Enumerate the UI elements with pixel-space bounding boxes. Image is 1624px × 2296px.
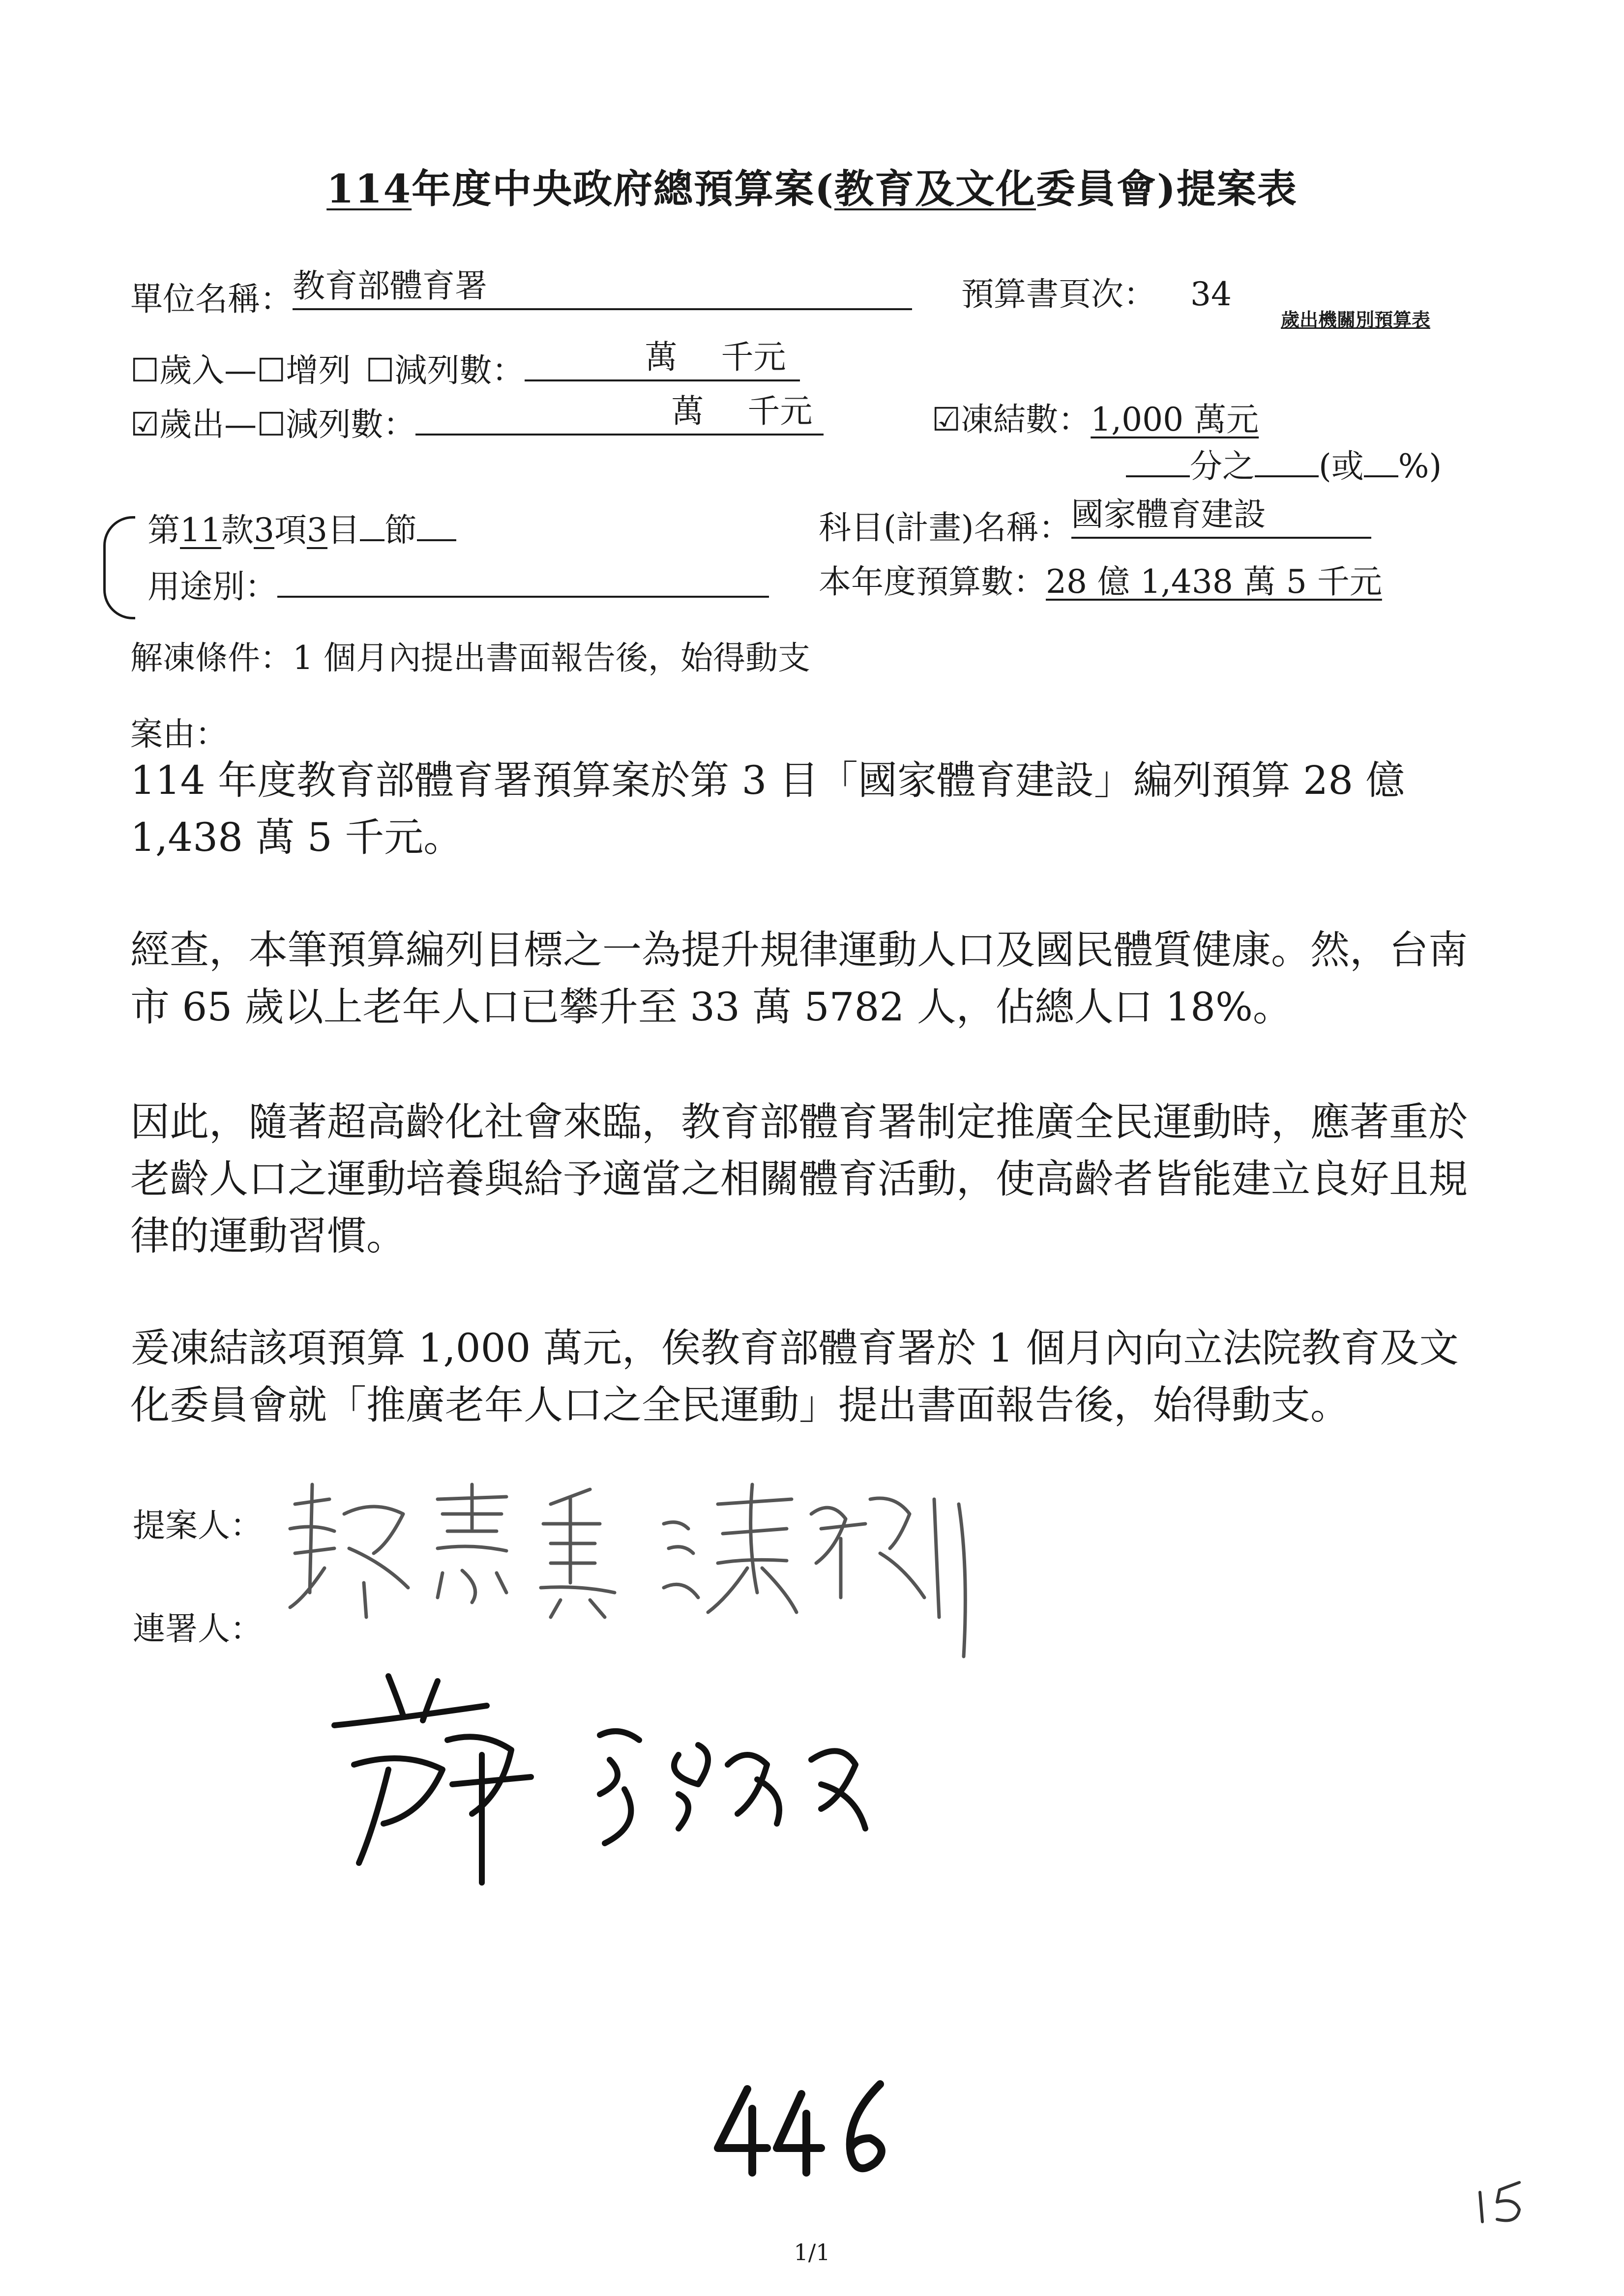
document-title bbox=[0, 157, 1624, 214]
expense-row bbox=[130, 392, 824, 445]
paragraph-1 bbox=[130, 752, 1497, 866]
freeze-checkbox[interactable]: ☑ bbox=[932, 401, 961, 438]
paragraph-2 bbox=[130, 922, 1497, 1036]
subject-value-line bbox=[1071, 495, 1371, 539]
paragraph-3 bbox=[130, 1094, 1497, 1265]
fraction-row bbox=[1126, 440, 1442, 487]
decrease-checkbox[interactable]: ☐ bbox=[365, 351, 395, 389]
xiang-label: 項 bbox=[274, 511, 307, 549]
unit-value-line bbox=[293, 267, 912, 310]
subject-label: 科目(計畫)名稱： bbox=[819, 509, 1071, 547]
expense-decrease-checkbox[interactable]: ☐ bbox=[257, 406, 286, 443]
cosigner-label: 連署人： bbox=[133, 1610, 263, 1648]
income-row bbox=[130, 338, 800, 391]
mu-number: 3 bbox=[306, 511, 327, 549]
fraction-blank-3 bbox=[1364, 441, 1398, 477]
paragraph-3-text: 因此，隨著超高齡化社會來臨，教育部體育署制定推廣全民運動時，應著重於老齡人口之運動培養與給予適當之相關體育活動，使高齡者皆能建立良好且規律的運動習慣。 bbox=[130, 1099, 1468, 1259]
title-year: 114 bbox=[326, 166, 412, 212]
paragraph-4 bbox=[130, 1320, 1497, 1434]
kuan-label: 款 bbox=[221, 511, 254, 549]
freeze-value: 1,000 萬元 bbox=[1091, 401, 1259, 438]
title-before: 年度中央政府總預算案( bbox=[412, 166, 834, 212]
mu-label: 目 bbox=[327, 511, 360, 549]
wan-unit: 萬 bbox=[671, 392, 704, 430]
release-condition: 解凍條件：1 個月內提出書面報告後，始得動支 bbox=[130, 639, 810, 677]
proposer-label: 提案人： bbox=[133, 1507, 263, 1544]
fraction-pct: %) bbox=[1398, 447, 1442, 485]
budget-page-value: 34 bbox=[1190, 275, 1232, 313]
bracket-brace bbox=[103, 516, 135, 619]
usage-value-line bbox=[277, 562, 769, 598]
cosigner-signatures bbox=[325, 1666, 939, 1892]
kuan-number: 11 bbox=[180, 511, 221, 549]
fraction-blank-1 bbox=[1126, 441, 1190, 477]
reason-label: 案由： bbox=[130, 715, 228, 753]
annual-budget-value: 28 億 1,438 萬 5 千元 bbox=[1046, 563, 1382, 601]
unit-value: 教育部體育署 bbox=[293, 267, 487, 305]
subject-value: 國家體育建設 bbox=[1071, 495, 1266, 533]
income-checkbox[interactable]: ☐ bbox=[130, 351, 160, 389]
freeze-label: 凍結數： bbox=[961, 401, 1091, 438]
expense-decrease-label: 減列數： bbox=[286, 406, 416, 443]
wan-unit: 萬 bbox=[645, 338, 678, 376]
jie-label: 節 bbox=[384, 511, 417, 549]
increase-checkbox[interactable]: ☐ bbox=[257, 351, 286, 389]
annual-budget-row bbox=[819, 555, 1382, 602]
title-after: 委員會)提案表 bbox=[1036, 166, 1298, 212]
unit-row bbox=[130, 267, 912, 320]
usage-label: 用途別： bbox=[148, 568, 277, 606]
item-di: 第 bbox=[148, 511, 180, 549]
budget-page-row bbox=[961, 268, 1232, 315]
jie-blank-1 bbox=[360, 505, 384, 541]
paragraph-4-text: 爰凍結該項預算 1,000 萬元，俟教育部體育署於 1 個月內向立法院教育及文化委員會就「推廣老年人口之全民運動」提出書面報告後，始得動支。 bbox=[130, 1325, 1459, 1428]
usage-row bbox=[148, 560, 769, 607]
increase-label: 增列 bbox=[286, 351, 351, 389]
unit-label: 單位名稱： bbox=[130, 280, 293, 318]
qian-unit: 千元 bbox=[747, 392, 813, 430]
fraction-blank-2 bbox=[1255, 441, 1319, 477]
income-label: 歲入— bbox=[159, 351, 257, 389]
fraction-or: (或 bbox=[1319, 447, 1364, 485]
expense-amount-line bbox=[415, 392, 824, 436]
expense-checkbox[interactable]: ☑ bbox=[130, 406, 160, 443]
fraction-fen: 分之 bbox=[1190, 447, 1255, 485]
subject-row bbox=[819, 495, 1371, 548]
xiang-number: 3 bbox=[253, 511, 274, 549]
jie-blank-2 bbox=[417, 505, 456, 541]
annual-budget-label: 本年度預算數： bbox=[819, 563, 1046, 601]
handwritten-number bbox=[703, 2074, 910, 2182]
budget-page-note: 歲出機關別預算表 bbox=[1281, 309, 1431, 331]
income-amount-line bbox=[525, 338, 800, 381]
proposer-signatures bbox=[275, 1470, 1003, 1676]
expense-label: 歲出— bbox=[159, 406, 257, 443]
page-number: 1/1 bbox=[794, 2239, 830, 2266]
paragraph-1-text: 114 年度教育部體育署預算案於第 3 目「國家體育建設」編列預算 28 億 1,438 萬 5 千元。 bbox=[130, 757, 1405, 860]
budget-page-label: 預算書頁次： bbox=[961, 275, 1156, 313]
handwritten-corner-number bbox=[1470, 2178, 1534, 2227]
title-committee: 教育及文化 bbox=[834, 166, 1036, 212]
item-row bbox=[148, 504, 456, 551]
qian-unit: 千元 bbox=[721, 338, 786, 376]
freeze-row bbox=[932, 393, 1259, 440]
decrease-label: 減列數： bbox=[394, 351, 525, 389]
paragraph-2-text: 經查，本筆預算編列目標之一為提升規律運動人口及國民體質健康。然，台南市 65 歲以上老年人口已攀升至 33 萬 5782 人，佔總人口 18%。 bbox=[130, 927, 1468, 1030]
